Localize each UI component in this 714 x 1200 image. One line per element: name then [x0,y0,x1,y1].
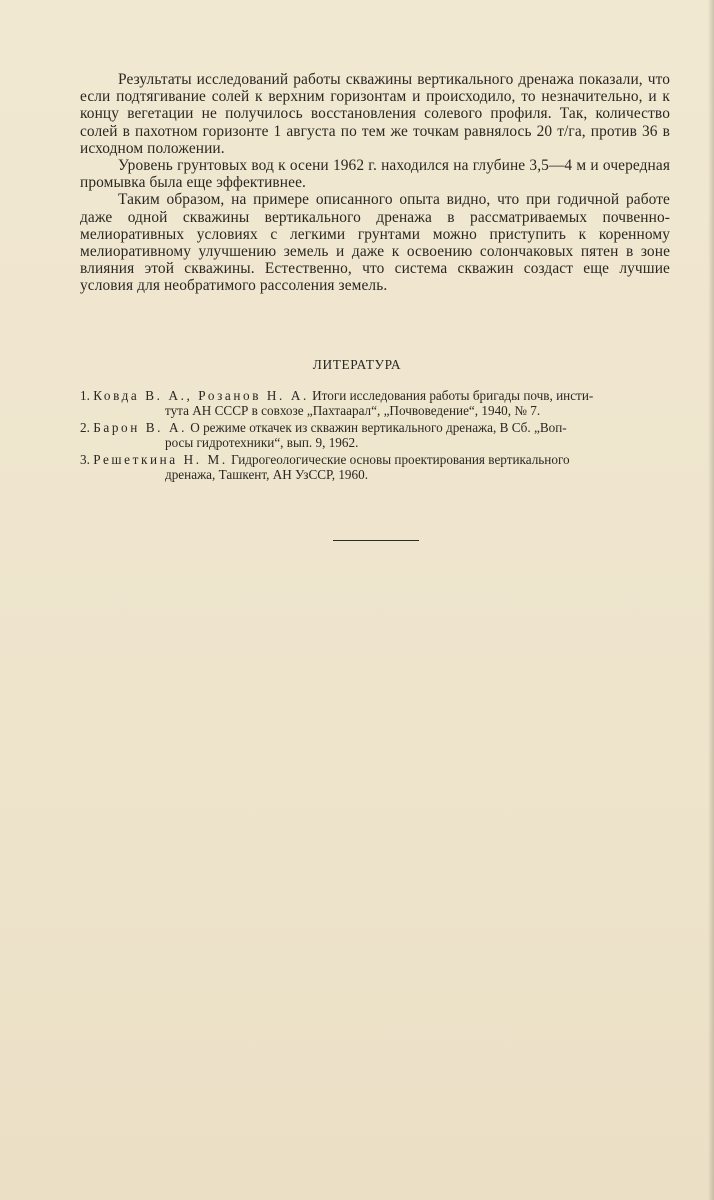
reference-item [80,420,672,451]
reference-number: 1. [80,388,90,403]
paragraph-results: Результаты исследований работы скважины вертикального дренажа показали, что если подтягивание солей к верхним горизонтам и происходило, то незначительно, и к концу вегетации не получилось восстановления солевого профиля. Так, количество солей в пахотном горизонте 1 августа по тем же точкам равнялось 20 т/га, против 36 в исходном положении. [80,71,670,157]
page-edge-shadow [708,0,714,1200]
reference-title: О режиме откачек из скважин вертикального дренажа, В Сб. „Воп- [190,419,567,435]
reference-authors: Барон В. А. [93,419,187,435]
reference-authors: Решеткина Н. М. [93,451,228,467]
reference-continuation: тута АН СССР в совхозе „Пахтаарал“, „Почвоведение“, 1940, № 7. [165,403,541,419]
end-rule [333,540,419,541]
reference-continuation: дренажа, Ташкент, АН УзССР, 1960. [165,467,368,483]
reference-continuation: росы гидротехники“, вып. 9, 1962. [165,435,359,451]
reference-item [80,388,672,419]
paragraph-groundwater: Уровень грунтовых вод к осени 1962 г. находился на глубине 3,5—4 м и очередная промывка была еще эффективнее. [80,157,670,192]
paragraph-conclusion: Таким образом, на примере описанного опыта видно, что при годичной работе даже одной скважины вертикального дренажа в рассматриваемых почвенно-мелиоративных условиях с легкими грунтами можно приступить к коренному мелиоративному улучшению земель и даже к освоению солончаковых пятен в зоне влияния этой скважины. Естественно, что система скважин создаст еще лучшие условия для необратимого рассоления земель. [80,191,670,295]
reference-title: Гидрогеологические основы проектирования вертикального [231,451,570,467]
reference-number: 2. [80,419,90,435]
reference-list [80,388,672,483]
reference-number: 3. [80,451,90,467]
reference-authors: Ковда В. А., Розанов Н. А. [93,388,309,403]
body-text [80,71,670,295]
literature-heading: ЛИТЕРАТУРА [312,357,402,372]
reference-item [80,452,672,483]
reference-title: Итоги исследования работы бригады почв, инсти- [312,388,594,403]
